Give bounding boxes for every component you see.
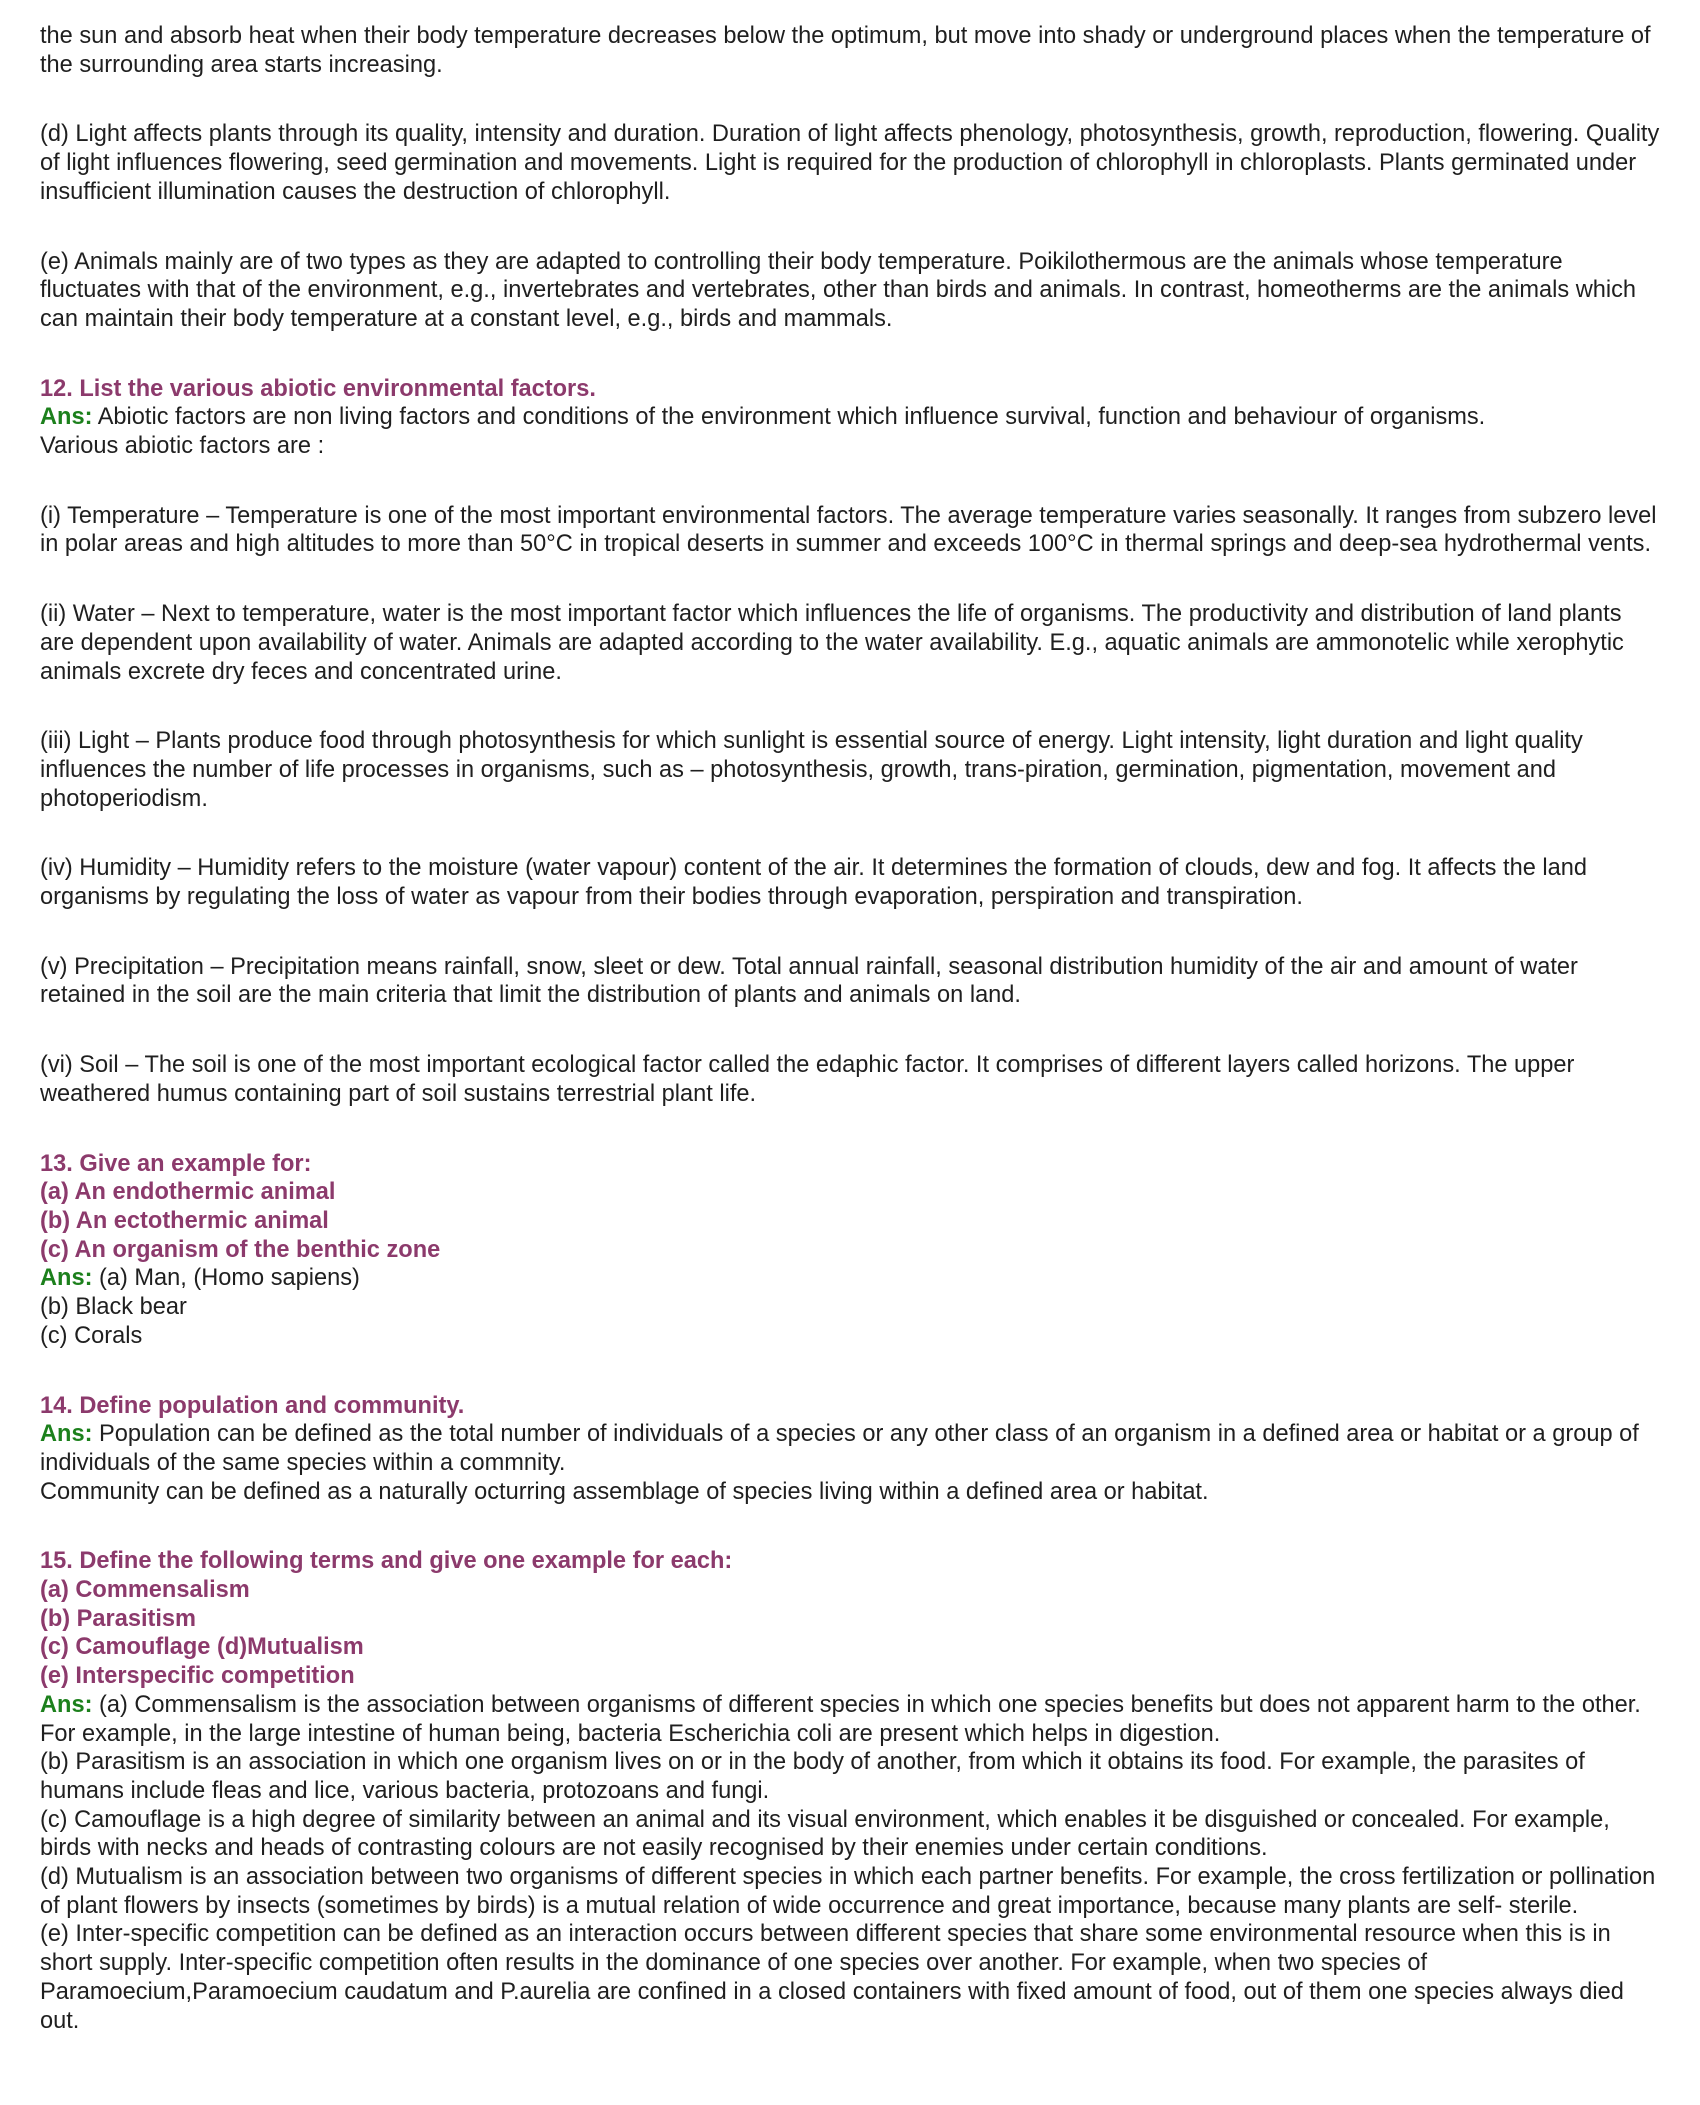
question-13-heading: 13. Give an example for: bbox=[40, 1150, 312, 1177]
question-13 bbox=[40, 1150, 1660, 1351]
question-13-part-a: (a) An endothermic animal bbox=[40, 1179, 336, 1206]
intro-paragraph-animals: (e) Animals mainly are of two types as they are adapted to controlling their body temperature. Poikilothermous are the animals whose temperature fluctuates with that of the environment, e.g., invertebrates and vertebrates, other than birds and animals. In contrast, homeotherms are the animals which can maintain their body temperature at a constant level, e.g., birds and mammals. bbox=[40, 248, 1637, 332]
question-15-answer-parasitism: (b) Parasitism is an association in which one organism lives on or in the body of another, from which it obtains its food. For example, the parasites of humans include fleas and lice, various bacteria, protozoans and fungi. bbox=[40, 1749, 1585, 1804]
factor-humidity: (iv) Humidity – Humidity refers to the moisture (water vapour) content of the air. It determines the formation of clouds, dew and fog. It affects the land organisms by regulating the loss of water as vapour from their bodies through evaporation, perspiration and transpiration. bbox=[40, 855, 1587, 911]
answer-label: Ans: bbox=[40, 1691, 93, 1718]
question-14-heading: 14. Define population and community. bbox=[40, 1392, 465, 1419]
factor-soil: (vi) Soil – The soil is one of the most important ecological factor called the edaphic factor. It comprises of different layers called horizons. The upper weathered humus containing part of soil sustains terrestrial plant life. bbox=[40, 1052, 1575, 1107]
answer-text: (a) Man, (Homo sapiens) bbox=[92, 1265, 360, 1292]
question-15-part-c-d: (c) Camouflage (d)Mutualism bbox=[40, 1634, 364, 1661]
factor-water: (ii) Water – Next to temperature, water is the most important factor which influences the life of organisms. The productivity and distribution of land plants are dependent upon availability of water. Animals are adapted according to the water availability. E.g., aquatic animals are ammonotelic while xerophytic animals excrete dry feces and concentrated urine. bbox=[40, 601, 1624, 685]
question-15-answer-camouflage: (c) Camouflage is a high degree of similarity between an animal and its visual environment, which enables it be disguished or concealed. For example, birds with necks and heads of contrasting colours are not easily recognised by their enemies under certain conditions. bbox=[40, 1806, 1610, 1862]
factor-precipitation: (v) Precipitation – Precipitation means rainfall, snow, sleet or dew. Total annual rainfall, seasonal distribution humidity of the air and amount of water retained in the soil are the main criteria that limit the distribution of plants and animals on land. bbox=[40, 953, 1578, 1009]
question-13-part-c: (c) An organism of the benthic zone bbox=[40, 1236, 441, 1263]
question-12 bbox=[40, 375, 1660, 461]
question-15-answer-interspecific-competition: (e) Inter-specific competition can be defined as an interaction occurs between different species that share some environmental resource when this is in short supply. Inter-specific competition often results in the dominance of one species over another. For example, when two species of Paramoecium,Paramoecium caudatum and P.aurelia are confined in a closed containers with fixed amount of food, out of them one species always died out. bbox=[40, 1921, 1624, 2034]
answer-text: (a) Commensalism is the association between organisms of different species in which one species benefits but does not apparent harm to the other. For example, in the large intestine of human being, bacteria Escherichia coli are present which helps in digestion. bbox=[40, 1691, 1641, 1747]
question-13-part-b: (b) An ectothermic animal bbox=[40, 1207, 329, 1234]
question-15-answer-mutualism: (d) Mutualism is an association between two organisms of different species in which each partner benefits. For example, the cross fertilization or pollination of plant flowers by insects (sometimes by birds) is a mutual relation of wide occurrence and great importance, because many plants are self- sterile. bbox=[40, 1864, 1656, 1919]
question-15 bbox=[40, 1547, 1660, 2035]
answer-text: Population can be defined as the total number of individuals of a species or any other class of an organism in a defined area or habitat or a group of individuals of the same species within a commnity. bbox=[40, 1421, 1639, 1476]
question-12-answer-intro-2: Various abiotic factors are : bbox=[40, 433, 325, 460]
question-12-answer-intro bbox=[40, 403, 1660, 432]
question-13-answer-b: (b) Black bear bbox=[40, 1294, 187, 1321]
factor-temperature: (i) Temperature – Temperature is one of the most important environmental factors. The average temperature varies seasonally. It ranges from subzero level in polar areas and high altitudes to more than 50°C in tropical deserts in summer and exceeds 100°C in thermal springs and deep-sea hydrothermal vents. bbox=[40, 502, 1657, 558]
question-15-answer-commensalism bbox=[40, 1691, 1660, 1748]
question-15-part-e: (e) Interspecific competition bbox=[40, 1663, 355, 1690]
intro-paragraph-continuation: the sun and absorb heat when their body temperature decreases below the optimum, but move into shady or underground places when the temperature of the surrounding area starts increasing. bbox=[40, 23, 1651, 78]
intro-paragraph-light: (d) Light affects plants through its quality, intensity and duration. Duration of light affects phenology, photosynthesis, growth, reproduction, flowering. Quality of light influences flowering, seed germination and movements. Light is required for the production of chlorophyll in chloroplasts. Plants germinated under insufficient illumination causes the destruction of chlorophyll. bbox=[40, 121, 1660, 205]
question-15-part-b: (b) Parasitism bbox=[40, 1605, 197, 1632]
question-13-answer-a bbox=[40, 1264, 1660, 1293]
question-14 bbox=[40, 1392, 1660, 1507]
question-13-answer-c: (c) Corals bbox=[40, 1322, 143, 1349]
question-14-answer-population bbox=[40, 1420, 1660, 1477]
question-15-part-a: (a) Commensalism bbox=[40, 1577, 250, 1604]
question-14-answer-community: Community can be defined as a naturally octurring assemblage of species living within a defined area or habitat. bbox=[40, 1478, 1209, 1505]
question-15-heading: 15. Define the following terms and give one example for each: bbox=[40, 1548, 733, 1575]
answer-label: Ans: bbox=[40, 404, 93, 431]
question-12-heading: 12. List the various abiotic environmental factors. bbox=[40, 375, 596, 402]
factor-light: (iii) Light – Plants produce food through photosynthesis for which sunlight is essential source of energy. Light intensity, light duration and light quality influences the number of life processes in organisms, such as – photosynthesis, growth, trans-piration, germination, pigmentation, movement and photoperiodism. bbox=[40, 728, 1583, 812]
answer-label: Ans: bbox=[40, 1421, 93, 1448]
answer-label: Ans: bbox=[40, 1265, 93, 1292]
answer-text: Abiotic factors are non living factors and conditions of the environment which influence survival, function and behaviour of organisms. bbox=[92, 404, 1486, 431]
